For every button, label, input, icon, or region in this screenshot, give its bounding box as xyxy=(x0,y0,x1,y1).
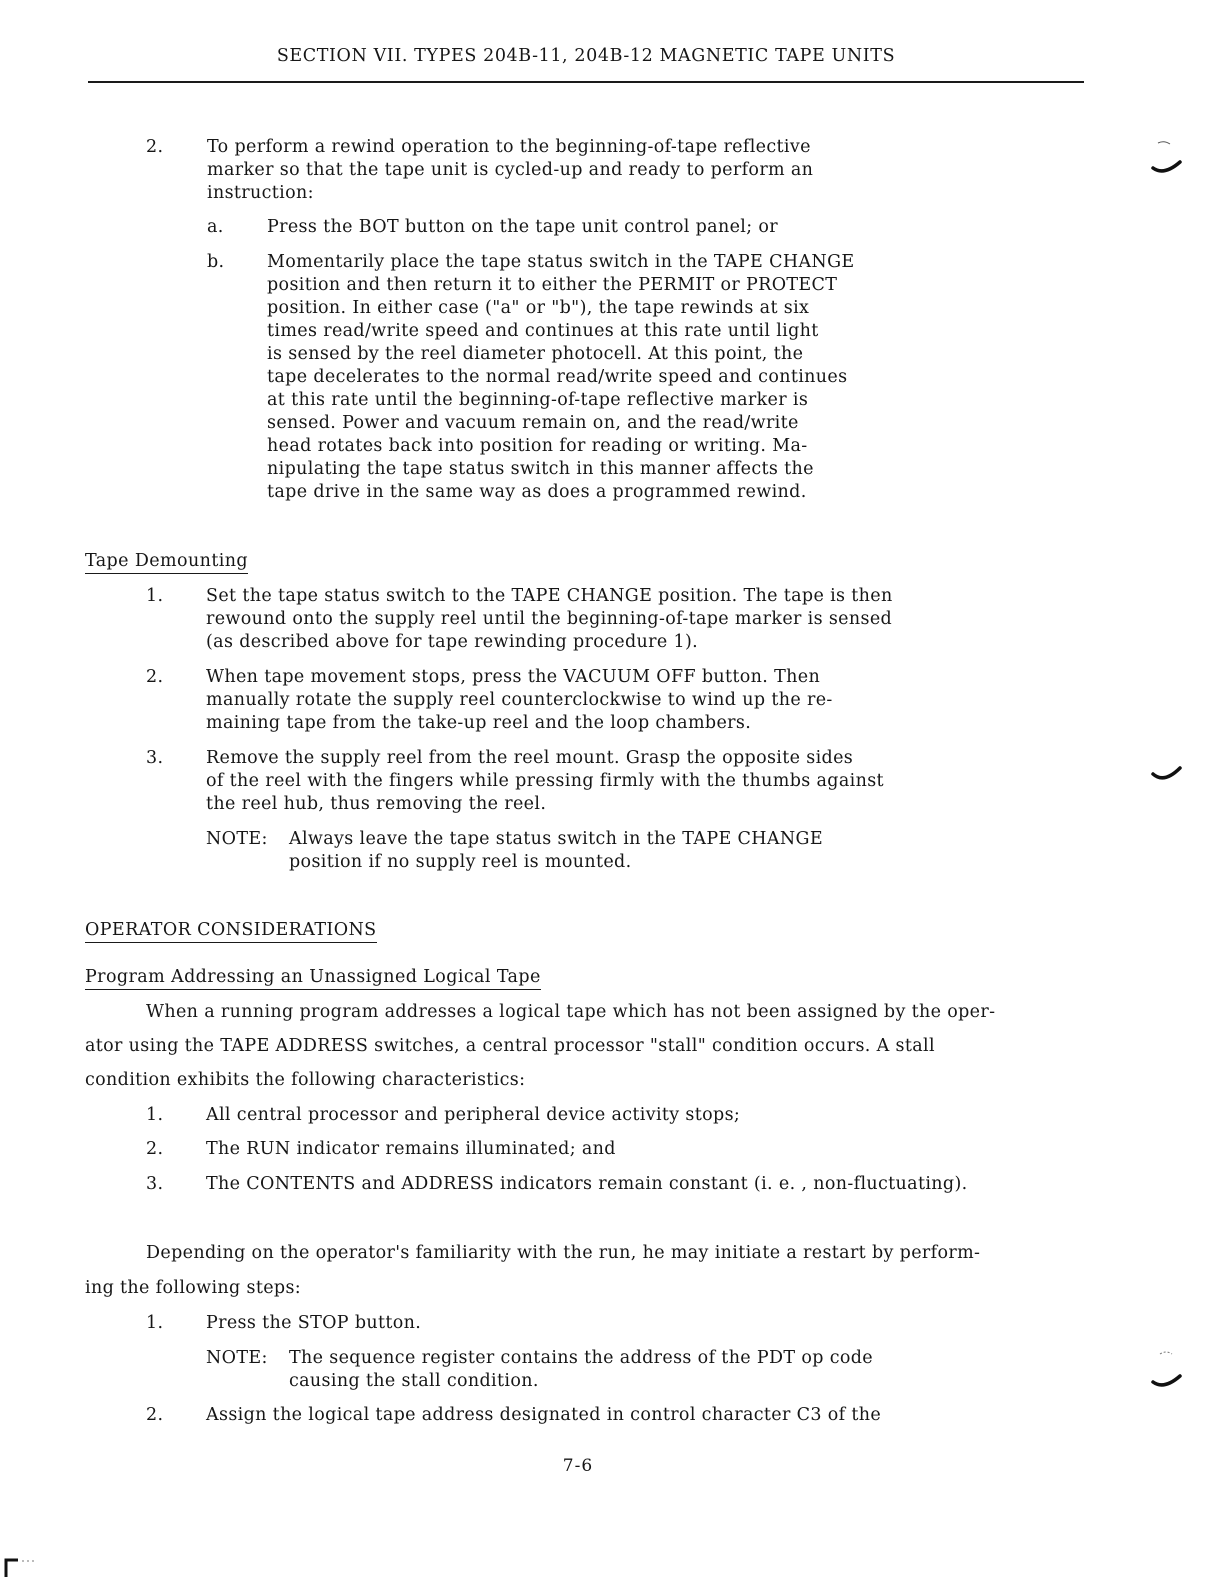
step-number: 2. xyxy=(146,1405,164,1425)
characteristic-number: 3. xyxy=(146,1174,164,1194)
sub-item-b-line: times read/write speed and continues at this rate until light xyxy=(267,321,819,341)
characteristic-number: 2. xyxy=(146,1139,164,1159)
paragraph-line: ing the following steps: xyxy=(85,1278,302,1298)
step-text: Press the STOP button. xyxy=(206,1313,422,1333)
sub-item-b-line: tape drive in the same way as does a programmed rewind. xyxy=(267,482,807,502)
page-number: 7-6 xyxy=(562,1456,594,1476)
sub-item-b-line: at this rate until the beginning-of-tape reflective marker is xyxy=(267,390,809,410)
sub-item-a-line: Press the BOT button on the tape unit control panel; or xyxy=(267,217,779,237)
section-header: SECTION VII. TYPES 204B-11, 204B-12 MAGNETIC TAPE UNITS xyxy=(276,46,896,66)
binder-hole-mark xyxy=(1150,760,1190,800)
corner-scan-mark xyxy=(4,1556,38,1578)
program-addressing-subheading: Program Addressing an Unassigned Logical Tape xyxy=(85,966,541,990)
demount-item-line: (as described above for tape rewinding procedure 1). xyxy=(206,632,699,652)
characteristic-text: The RUN indicator remains illuminated; and xyxy=(206,1139,616,1159)
sub-item-b-line: position. In either case ("a" or "b"), the tape rewinds at six xyxy=(267,298,810,318)
note-line: The sequence register contains the address of the PDT op code xyxy=(289,1348,874,1368)
demount-item-number: 2. xyxy=(146,667,164,687)
characteristic-text: All central processor and peripheral device activity stops; xyxy=(206,1105,741,1125)
sub-item-letter: b. xyxy=(207,252,225,272)
sub-item-b-line: position and then return it to either the PERMIT or PROTECT xyxy=(267,275,838,295)
rewind-item-line: To perform a rewind operation to the beginning-of-tape reflective xyxy=(207,137,811,157)
sub-item-b-line: Momentarily place the tape status switch in the TAPE CHANGE xyxy=(267,252,855,272)
step-number: 1. xyxy=(146,1313,164,1333)
sub-item-b-line: tape decelerates to the normal read/write speed and continues xyxy=(267,367,848,387)
paragraph-line: ator using the TAPE ADDRESS switches, a central processor "stall" condition occurs. A stall xyxy=(85,1036,935,1056)
paragraph-line: Depending on the operator's familiarity with the run, he may initiate a restart by perform- xyxy=(146,1243,981,1263)
rewind-item-line: instruction: xyxy=(207,183,314,203)
paragraph-line: When a running program addresses a logical tape which has not been assigned by the oper- xyxy=(146,1002,996,1022)
demount-item-line: Set the tape status switch to the TAPE CHANGE position. The tape is then xyxy=(206,586,893,606)
sub-item-b-line: head rotates back into position for reading or writing. Ma- xyxy=(267,436,808,456)
step-text: Assign the logical tape address designated in control character C3 of the xyxy=(206,1405,882,1425)
operator-considerations-heading: OPERATOR CONSIDERATIONS xyxy=(85,919,377,943)
note-line: causing the stall condition. xyxy=(289,1371,539,1391)
sub-item-b-line: sensed. Power and vacuum remain on, and the read/write xyxy=(267,413,799,433)
demount-item-line: When tape movement stops, press the VACUUM OFF button. Then xyxy=(206,667,821,687)
demount-item-line: maining tape from the take-up reel and the loop chambers. xyxy=(206,713,752,733)
binder-hole-mark xyxy=(1150,1348,1190,1398)
note-line: Always leave the tape status switch in the TAPE CHANGE xyxy=(289,829,823,849)
header-rule xyxy=(88,81,1084,83)
sub-item-b-line: nipulating the tape status switch in this manner affects the xyxy=(267,459,814,479)
demount-item-line: manually rotate the supply reel counterclockwise to wind up the re- xyxy=(206,690,833,710)
note-label: NOTE: xyxy=(206,1348,268,1368)
sub-item-letter: a. xyxy=(207,217,224,237)
note-line: position if no supply reel is mounted. xyxy=(289,852,632,872)
rewind-item-number: 2. xyxy=(146,137,164,157)
tape-demounting-heading: Tape Demounting xyxy=(85,550,248,574)
rewind-item-line: marker so that the tape unit is cycled-up and ready to perform an xyxy=(207,160,814,180)
demount-item-number: 3. xyxy=(146,748,164,768)
characteristic-number: 1. xyxy=(146,1105,164,1125)
paragraph-line: condition exhibits the following characteristics: xyxy=(85,1070,526,1090)
demount-item-number: 1. xyxy=(146,586,164,606)
demount-item-line: rewound onto the supply reel until the beginning-of-tape marker is sensed xyxy=(206,609,893,629)
binder-hole-mark xyxy=(1150,140,1190,180)
demount-item-line: the reel hub, thus removing the reel. xyxy=(206,794,547,814)
note-label: NOTE: xyxy=(206,829,268,849)
demount-item-line: Remove the supply reel from the reel mount. Grasp the opposite sides xyxy=(206,748,854,768)
characteristic-text: The CONTENTS and ADDRESS indicators remain constant (i. e. , non-fluctuating). xyxy=(206,1174,968,1194)
demount-item-line: of the reel with the fingers while pressing firmly with the thumbs against xyxy=(206,771,884,791)
sub-item-b-line: is sensed by the reel diameter photocell. At this point, the xyxy=(267,344,804,364)
